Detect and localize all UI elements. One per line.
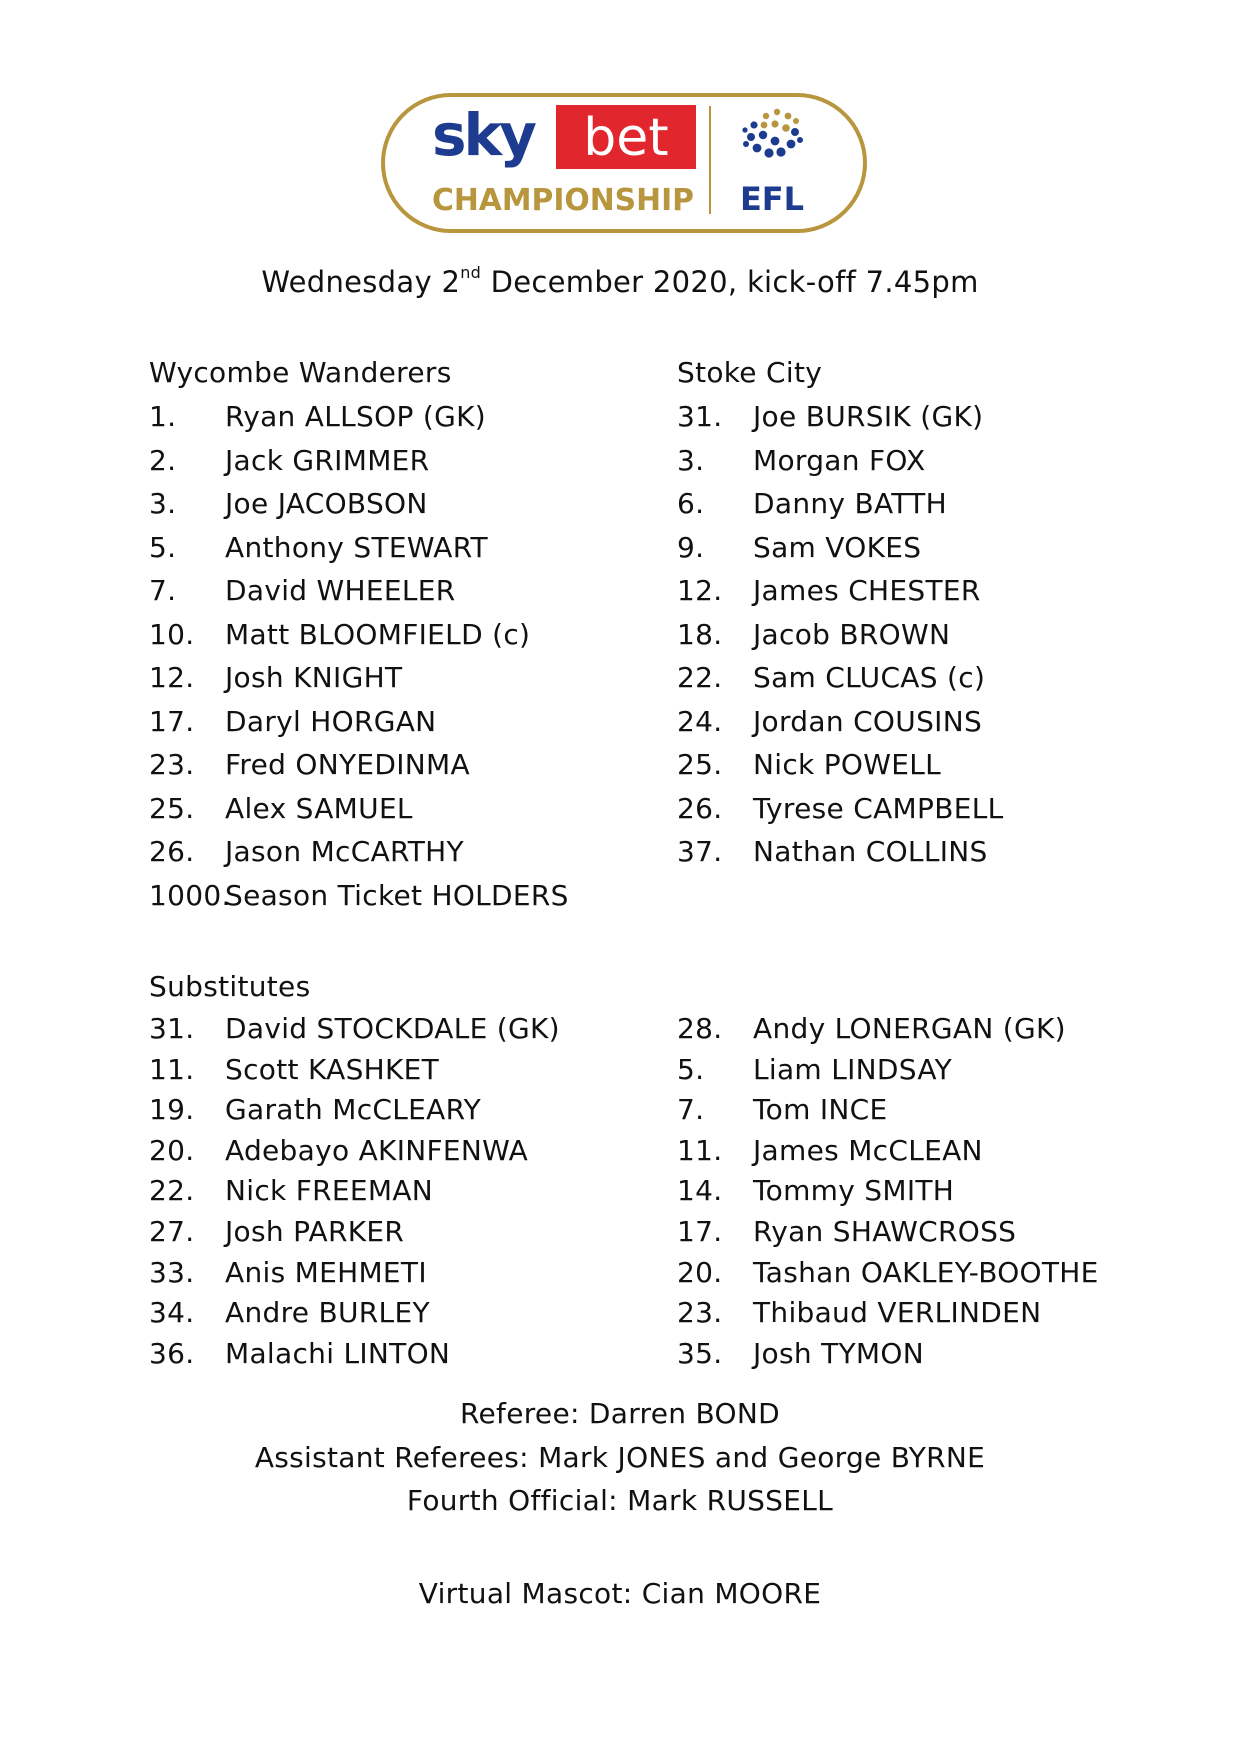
player-number: 10. xyxy=(149,617,195,651)
player-number: 27. xyxy=(149,1214,195,1248)
player-number: 3. xyxy=(677,443,705,477)
player-number: 26. xyxy=(149,835,195,868)
home-player-row xyxy=(149,743,569,787)
player-number: 31. xyxy=(149,1012,195,1045)
player-name: Sam VOKES xyxy=(753,530,922,564)
logo-championship-text: CHAMPIONSHIP xyxy=(432,183,694,218)
date-ordinal-suffix: nd xyxy=(460,263,482,282)
player-name: Nick FREEMAN xyxy=(225,1174,434,1208)
player-name: Jordan COUSINS xyxy=(753,704,983,738)
home-sub-row xyxy=(149,1334,560,1375)
away-player-row xyxy=(677,787,1004,831)
player-name: Ryan SHAWCROSS xyxy=(753,1214,1017,1248)
player-name: Adebayo AKINFENWA xyxy=(225,1133,529,1167)
player-number: 28. xyxy=(677,1012,723,1045)
player-number: 6. xyxy=(677,487,705,520)
player-name: Tashan OAKLEY-BOOTHE xyxy=(753,1255,1099,1289)
substitutes-heading: Substitutes xyxy=(149,970,311,1003)
home-player-row xyxy=(149,700,569,744)
player-name: Jack GRIMMER xyxy=(225,443,430,477)
player-name: Nathan COLLINS xyxy=(753,835,988,868)
player-number: 22. xyxy=(677,661,723,694)
away-player-row xyxy=(677,656,1004,700)
player-name: Josh KNIGHT xyxy=(225,661,403,694)
player-number: 25. xyxy=(677,748,723,781)
logo-bet-text: bet xyxy=(583,108,669,168)
match-officials xyxy=(0,1392,1240,1523)
home-player-row xyxy=(149,482,569,526)
home-sub-row xyxy=(149,1253,560,1294)
player-name: Tom INCE xyxy=(753,1093,888,1127)
player-name: Liam LINDSAY xyxy=(753,1052,953,1086)
away-sub-row xyxy=(677,1212,1099,1253)
player-name: James CHESTER xyxy=(753,574,981,607)
player-number: 20. xyxy=(677,1255,723,1289)
player-number: 17. xyxy=(149,704,195,738)
date-prefix: Wednesday 2 xyxy=(261,265,461,299)
away-player-row xyxy=(677,569,1004,613)
player-number: 34. xyxy=(149,1296,195,1330)
assistant-referees-line: Assistant Referees: Mark JONES and George BYRNE xyxy=(254,1440,986,1474)
away-sub-row xyxy=(677,1293,1099,1334)
player-name: Alex SAMUEL xyxy=(225,791,413,825)
player-name: Andre BURLEY xyxy=(225,1296,430,1330)
player-name: Tommy SMITH xyxy=(753,1174,955,1208)
home-player-row xyxy=(149,787,569,831)
player-name: Season Ticket HOLDERS xyxy=(225,878,569,912)
away-player-row xyxy=(677,700,1004,744)
player-name: James McCLEAN xyxy=(753,1133,983,1167)
fourth-official-line: Fourth Official: Mark RUSSELL xyxy=(406,1484,834,1517)
away-player-row xyxy=(677,743,1004,787)
away-lineup xyxy=(677,351,1004,874)
player-name: Anis MEHMETI xyxy=(225,1255,427,1289)
player-number: 2. xyxy=(149,443,177,477)
player-number: 5. xyxy=(677,1052,705,1086)
home-player-row xyxy=(149,569,569,613)
away-substitutes xyxy=(677,1009,1099,1374)
player-name: Daryl HORGAN xyxy=(225,704,437,738)
player-name: Jason McCARTHY xyxy=(225,835,464,868)
logo-efl-text: EFL xyxy=(739,180,805,218)
away-player-row xyxy=(677,395,1004,439)
player-number: 24. xyxy=(677,704,723,738)
player-number: 19. xyxy=(149,1093,195,1127)
away-team-name: Stoke City xyxy=(677,356,823,389)
home-sub-row xyxy=(149,1090,560,1131)
player-name: Sam CLUCAS (c) xyxy=(753,661,986,694)
away-player-row xyxy=(677,439,1004,483)
logo-sky-text: sky xyxy=(432,101,534,169)
player-name: Fred ONYEDINMA xyxy=(225,748,470,781)
home-sub-row xyxy=(149,1009,560,1050)
home-team-name: Wycombe Wanderers xyxy=(149,356,452,389)
home-player-row xyxy=(149,526,569,570)
away-sub-row xyxy=(677,1009,1099,1050)
player-name: Josh PARKER xyxy=(225,1214,405,1248)
player-number: 20. xyxy=(149,1133,195,1167)
home-sub-row xyxy=(149,1131,560,1172)
player-number: 17. xyxy=(677,1214,723,1248)
player-name: Tyrese CAMPBELL xyxy=(753,791,1004,825)
away-sub-row xyxy=(677,1131,1099,1172)
home-sub-row xyxy=(149,1212,560,1253)
away-sub-row xyxy=(677,1090,1099,1131)
sky-bet-championship-efl-logo xyxy=(380,92,868,234)
player-name: Jacob BROWN xyxy=(753,617,951,651)
home-sub-row xyxy=(149,1050,560,1091)
away-sub-row xyxy=(677,1334,1099,1375)
home-player-row xyxy=(149,656,569,700)
player-number: 23. xyxy=(149,748,195,781)
match-date-line xyxy=(0,265,1240,299)
player-number: 36. xyxy=(149,1336,195,1370)
away-player-row xyxy=(677,482,1004,526)
home-lineup xyxy=(149,351,569,917)
player-number: 1. xyxy=(149,400,177,433)
player-number: 3. xyxy=(149,487,177,520)
player-number: 9. xyxy=(677,530,705,564)
away-sub-row xyxy=(677,1253,1099,1294)
virtual-mascot-line: Virtual Mascot: Cian MOORE xyxy=(418,1577,822,1610)
player-number: 11. xyxy=(677,1133,723,1167)
player-name: Morgan FOX xyxy=(753,443,926,477)
away-player-row xyxy=(677,830,1004,874)
player-number: 23. xyxy=(677,1296,723,1330)
player-name: Scott KASHKET xyxy=(225,1052,440,1086)
player-name: Anthony STEWART xyxy=(225,530,488,564)
player-number: 37. xyxy=(677,835,723,868)
player-name: Matt BLOOMFIELD (c) xyxy=(225,617,531,651)
home-sub-row xyxy=(149,1171,560,1212)
player-name: David STOCKDALE (GK) xyxy=(225,1012,560,1045)
player-number: 26. xyxy=(677,791,723,825)
away-player-row xyxy=(677,526,1004,570)
player-number: 12. xyxy=(149,661,195,694)
away-sub-row xyxy=(677,1050,1099,1091)
player-number: 31. xyxy=(677,400,723,433)
player-name: Garath McCLEARY xyxy=(225,1093,481,1127)
player-name: David WHEELER xyxy=(225,574,456,607)
player-number: 11. xyxy=(149,1052,195,1086)
player-name: Josh TYMON xyxy=(753,1336,924,1370)
player-name: Andy LONERGAN (GK) xyxy=(753,1012,1066,1045)
date-rest: December 2020, kick-off 7.45pm xyxy=(481,265,979,299)
player-number: 35. xyxy=(677,1336,723,1370)
home-substitutes xyxy=(149,965,560,1374)
home-player-row xyxy=(149,874,569,918)
referee-line: Referee: Darren BOND xyxy=(460,1397,780,1430)
player-number: 7. xyxy=(677,1093,705,1127)
player-name: Nick POWELL xyxy=(753,748,942,781)
player-number: 7. xyxy=(149,574,177,607)
player-number: 33. xyxy=(149,1255,195,1289)
player-number: 22. xyxy=(149,1174,195,1208)
player-name: Malachi LINTON xyxy=(225,1336,451,1370)
player-name: Ryan ALLSOP (GK) xyxy=(225,400,486,433)
away-player-row xyxy=(677,613,1004,657)
home-player-row xyxy=(149,439,569,483)
player-number: 1000. xyxy=(149,878,231,912)
home-player-row xyxy=(149,613,569,657)
player-name: Thibaud VERLINDEN xyxy=(753,1296,1042,1330)
player-number: 14. xyxy=(677,1174,723,1208)
player-name: Danny BATTH xyxy=(753,487,947,520)
player-name: Joe BURSIK (GK) xyxy=(753,400,984,433)
away-sub-row xyxy=(677,1171,1099,1212)
home-sub-row xyxy=(149,1293,560,1334)
player-name: Joe JACOBSON xyxy=(225,487,428,520)
home-player-row xyxy=(149,830,569,874)
player-number: 12. xyxy=(677,574,723,607)
home-player-row xyxy=(149,395,569,439)
player-number: 5. xyxy=(149,530,177,564)
player-number: 18. xyxy=(677,617,723,651)
player-number: 25. xyxy=(149,791,195,825)
